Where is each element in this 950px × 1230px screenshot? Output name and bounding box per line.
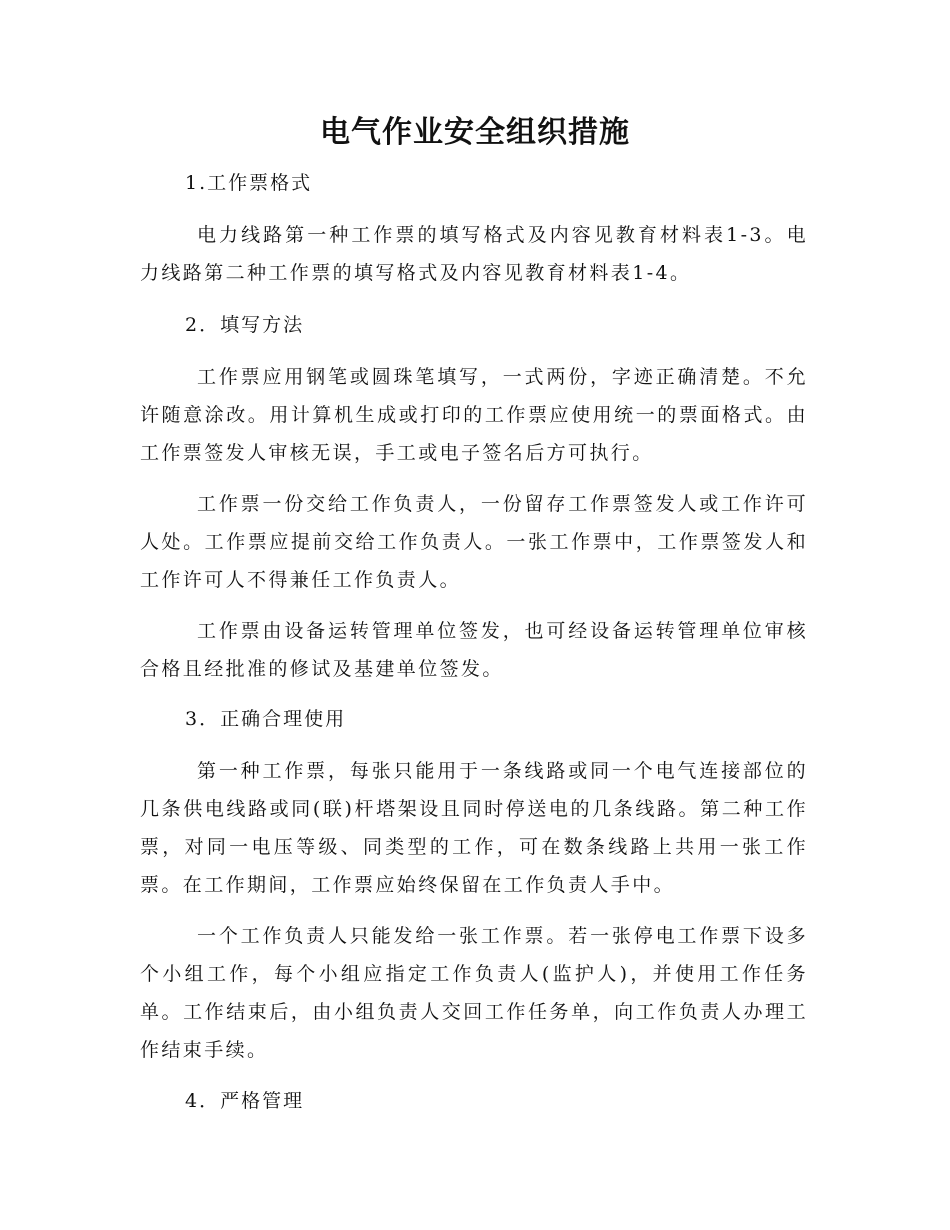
paragraph-3-2: 一个工作负责人只能发给一张工作票。若一张停电工作票下设多个小组工作，每个小组应指定工作负责人(监护人)，并使用工作任务单。工作结束后，由小组负责人交回工作任务单，向工作负责人办理工作结束手续。	[140, 925, 808, 1061]
section-heading-3: 3．正确合理使用	[185, 708, 347, 730]
section-heading-4: 4．严格管理	[185, 1090, 305, 1112]
section-heading-2: 2．填写方法	[185, 314, 305, 336]
paragraph-2-3: 工作票由设备运转管理单位签发，也可经设备运转管理单位审核合格且经批准的修试及基建单位签发。	[140, 620, 808, 680]
paragraph-3-1: 第一种工作票，每张只能用于一条线路或同一个电气连接部位的几条供电线路或同(联)杆塔架设且同时停送电的几条线路。第二种工作票，对同一电压等级、同类型的工作，可在数条线路上共用一张工作票。在工作期间，工作票应始终保留在工作负责人手中。	[140, 760, 808, 896]
paragraph-2-1: 工作票应用钢笔或圆珠笔填写，一式两份，字迹正确清楚。不允许随意涂改。用计算机生成或打印的工作票应使用统一的票面格式。由工作票签发人审核无误，手工或电子签名后方可执行。	[140, 366, 808, 464]
paragraph-2-2: 工作票一份交给工作负责人，一份留存工作票签发人或工作许可人处。工作票应提前交给工作负责人。一张工作票中，工作票签发人和工作许可人不得兼任工作负责人。	[140, 493, 808, 591]
section-heading-1: 1.工作票格式	[185, 172, 313, 194]
paragraph-1-1: 电力线路第一种工作票的填写格式及内容见教育材料表1-3。电力线路第二种工作票的填写格式及内容见教育材料表1-4。	[140, 224, 808, 284]
document-title: 电气作业安全组织措施	[320, 115, 630, 150]
